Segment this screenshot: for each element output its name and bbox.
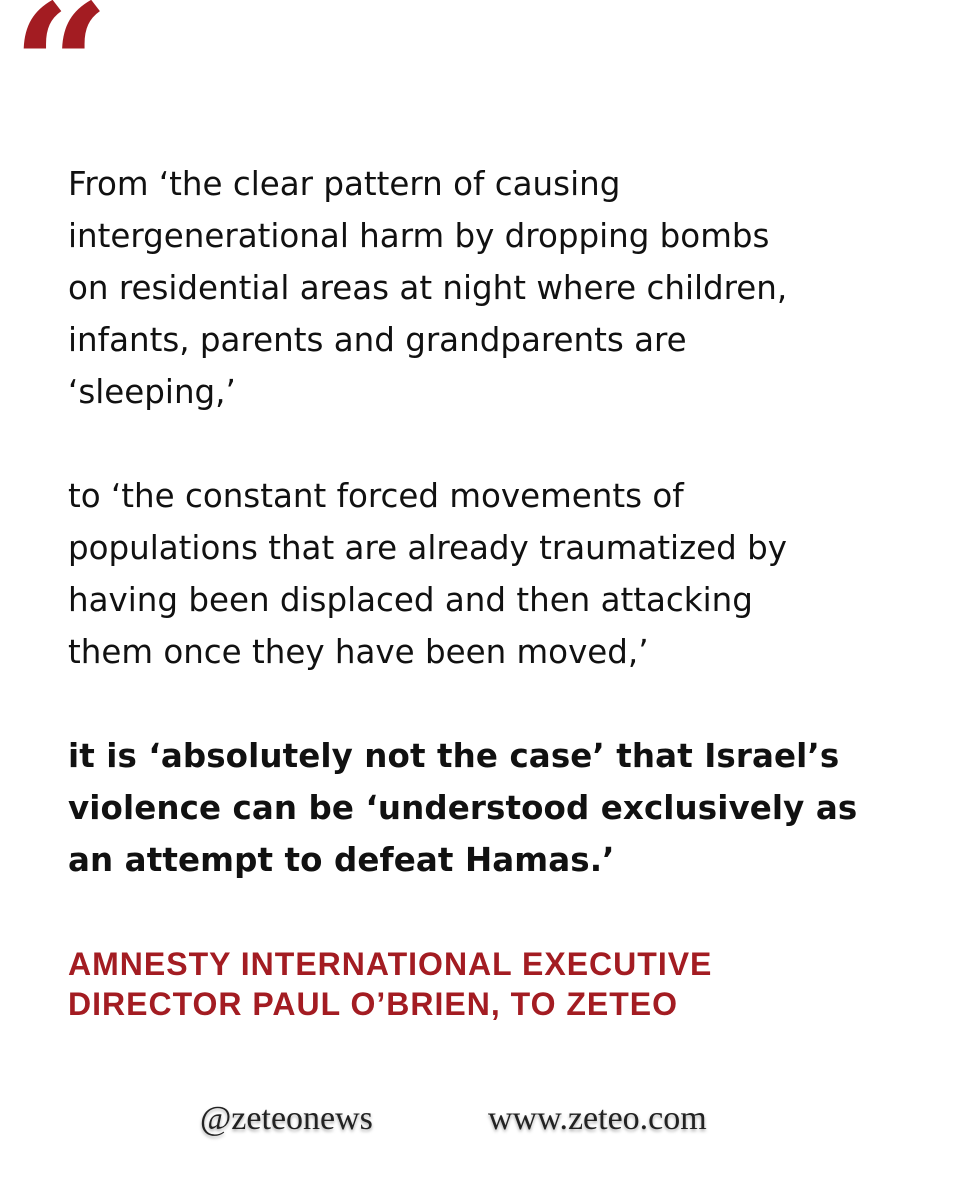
quote-line: to ‘the constant forced movements of <box>68 477 684 515</box>
quote-line: infants, parents and grandparents are <box>68 321 687 359</box>
quote-line: populations that are already traumatized by <box>68 529 787 567</box>
quote-body <box>68 158 928 886</box>
quote-mark-icon: “ <box>12 0 110 167</box>
quote-line: From ‘the clear pattern of causing <box>68 165 621 203</box>
quote-line: having been displaced and then attacking <box>68 581 753 619</box>
quote-paragraph-1 <box>68 158 928 418</box>
quote-line: an attempt to defeat Hamas.’ <box>68 841 615 879</box>
quote-line: it is ‘absolutely not the case’ that Israel’s <box>68 737 840 775</box>
quote-line: intergenerational harm by dropping bombs <box>68 217 770 255</box>
attribution-line-1: AMNESTY INTERNATIONAL EXECUTIVE <box>68 946 713 982</box>
attribution <box>68 944 712 1024</box>
quote-paragraph-3 <box>68 730 928 886</box>
quote-line: them once they have been moved,’ <box>68 633 649 671</box>
quote-line: violence can be ‘understood exclusively as <box>68 789 858 827</box>
website-link[interactable]: www.zeteo.com <box>488 1100 707 1137</box>
quote-paragraph-2 <box>68 470 928 678</box>
social-handle: @zeteonews <box>200 1100 373 1137</box>
quote-line: ‘sleeping,’ <box>68 373 236 411</box>
quote-line: on residential areas at night where children, <box>68 269 788 307</box>
attribution-line-2: DIRECTOR PAUL O’BRIEN, TO ZETEO <box>68 986 679 1022</box>
